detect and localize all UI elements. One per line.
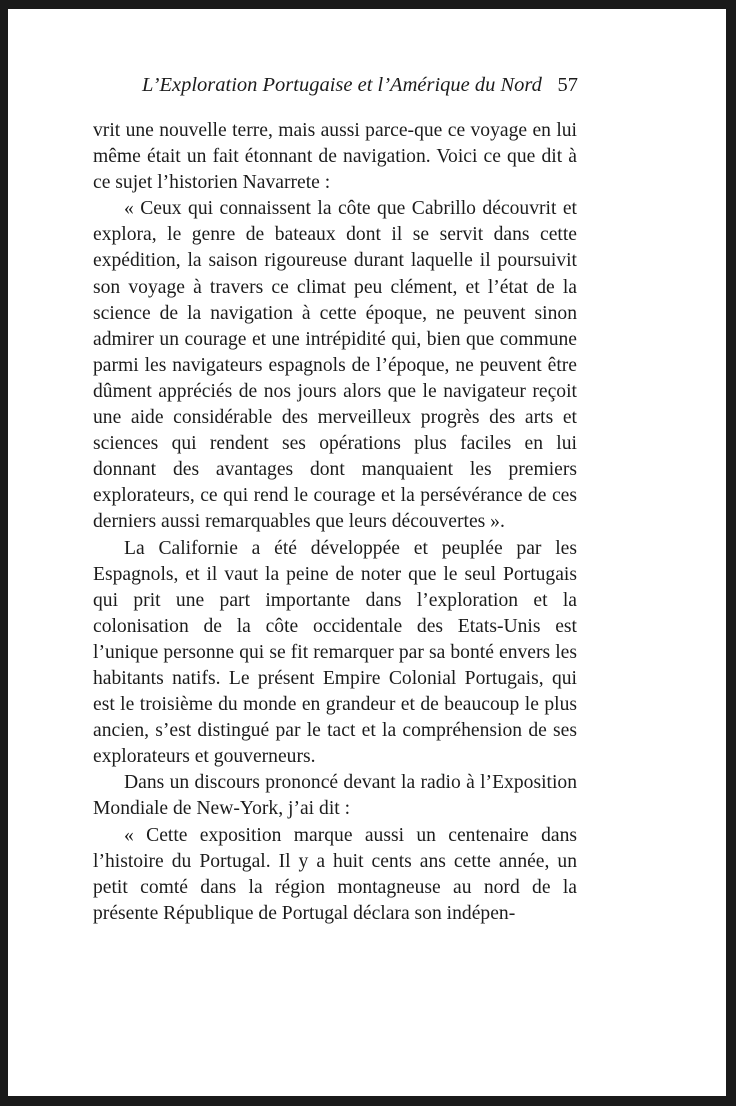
running-title: L’Exploration Portugaise et l’Amérique du Nord (142, 74, 542, 96)
paragraph-quote-navarrete: « Ceux qui connaissent la côte que Cabrillo découvrit et explora, le genre de bateaux dont il se servit dans cette expédition, la saison rigoureuse durant laquelle il poursuivit son voyage à travers ce climat peu clément, et l’état de la science de la navigation à cette époque, ne peuvent sinon admirer un courage et une intrépidité qui, bien que commune parmi les navigateurs espagnols de l’époque, ne peuvent être dûment appréciés de nos jours alors que le navigateur reçoit une aide considérable des merveilleux progrès des arts et sciences qui rendent ses opérations plus faciles en lui donnant des avantages dont manquaient les premiers explorateurs, ce qui rend le courage et la persévérance de ces derniers aussi remarquables que leurs découvertes ». (93, 198, 577, 533)
paragraph-speech-intro: Dans un discours prononcé devant la radio à l’Exposition Mondiale de New-York, j’ai dit : (93, 772, 577, 820)
running-header (142, 74, 578, 97)
paragraph-quote-exposition: « Cette exposition marque aussi un centenaire dans l’histoire du Portugal. Il y a huit cents ans cette année, un petit comté dans la région montagneuse au nord de la présente République de Portugal déclara son indépen- (93, 824, 577, 924)
paragraph-california: La Californie a été développée et peuplée par les Espagnols, et il vaut la peine de noter que le seul Portugais qui prit une part importante dans l’exploration et la colonisation de la côte occidentale des Etats-Unis est l’unique personne qui se fit remarquer par sa bonté envers les habitants natifs. Le présent Empire Colonial Portugais, qui est le troisième du monde en grandeur et de beaucoup le plus ancien, s’est distingué par le tact et la compréhension de ses explorateurs et gouverneurs. (93, 537, 577, 768)
page (8, 9, 726, 1096)
page-number: 57 (557, 74, 578, 96)
body-text (93, 118, 577, 927)
paragraph-continuation: vrit une nouvelle terre, mais aussi parce-que ce voyage en lui même était un fait étonnant de navigation. Voici ce que dit à ce sujet l’historien Navarrete : (93, 120, 577, 194)
